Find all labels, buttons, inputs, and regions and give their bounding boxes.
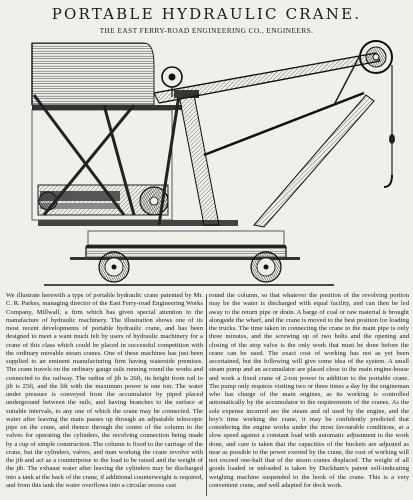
truck-wheel-left	[99, 252, 129, 282]
page-subtitle: THE EAST FERRY-ROAD ENGINEERING CO., ENGINEERS.	[99, 26, 314, 35]
page-title: PORTABLE HYDRAULIC CRANE.	[51, 5, 362, 23]
jib-sheave	[334, 41, 392, 105]
crane-engraving	[4, 35, 409, 290]
crane-hook	[384, 65, 395, 187]
crane-jib	[154, 53, 380, 103]
article-column-right: round the column, so that whatever the position of the revolving portion may be the water is discharged with equal facility, and can then be led away to the return pipe or drain. A barge of coal or raw material is brought alongside the wharf, and the crane is moved to the best position for loading the trucks. The time taken in connecting the crane to the main pipe is only three minutes, and the screwing up of two bolts and the opening and closing of the stop valve is the only work that must be done before the crane can be used. The exact cost of working has not as yet been ascertained, but the following will give some idea of the system. A small steam pump and an accumulator are placed close to the main engine-house and work a fixed crane of 2-ton power in addition to the portable crane. The pump only requires visiting two or three times a day by the engineman who has charge of the main engines, as its working is controlled automatically by the accumulator to the requirements of the cranes. As the sole expense incurred are the steam and oil used by the engine, and the boy's time working the crane, it may be confidently predicted that considering the engine works under the most favourable conditions, at a slow speed against a constant load with automatic adjustment to the work done, and care is taken that the capacities of the buckets are adjusted as near as possible to the power exerted by the crane, the cost of working will not exceed one-half that of the steam cranes displaced. The weight of all goods loaded or unloaded is taken by Duckham's patent self-indicating weighing machine suspended to the hook of the crane. This is a very convenient crane, and well adapted for dock work.	[209, 292, 409, 489]
truck-wheel-right	[251, 252, 281, 282]
jib-struts	[204, 93, 374, 227]
article-column-left: We illustrate herewith a type of portable hydraulic crane patented by Mr. C. R. Parkes, managing director of the East Ferry-road Engineering Works Company, Millwall, a firm which has given special attention to the manufacture of hydraulic machinery. The illustration shows one of its most recent developments of portable hydraulic crane, and has been designed to meet a want much felt by users of hydraulic machinery for a crane of this class which could be placed in successful competition with the ordinary movable steam cranes. One of these machines has just been supplied to an eminent manufacturing firm having waterside premises. The crane travels on the ordinary gauge rails running round the works and connected to the railway. The radius of jib is 26ft, its height from rail to jib is 25ft, and the lift with the maximum power is one ton. The water under pressure is conveyed from the accumulator by piped placed underground between the rails, and having branches to the surface at suitable intervals, to any one of which the crane may be connected. The water after leaving the main passes up through an adjustable telescopic pipe on the crane, and thence through the centre of the column to the valves for operating the cylinders, the revolving connection being made by a cup of simple construction. The column is fixed to the carriage of the crane, but the cylinders, valves, and man working the crane revolve with the jib and act as a counterpoise to the load to be raised and the weight of the jib. The exhaust water after leaving the cylinders may be discharged into a tank at the back of the crane, if additional counterweight is required, and from this tank the water overflows into a circular recess cast	[6, 292, 203, 489]
column-divider	[206, 294, 207, 496]
